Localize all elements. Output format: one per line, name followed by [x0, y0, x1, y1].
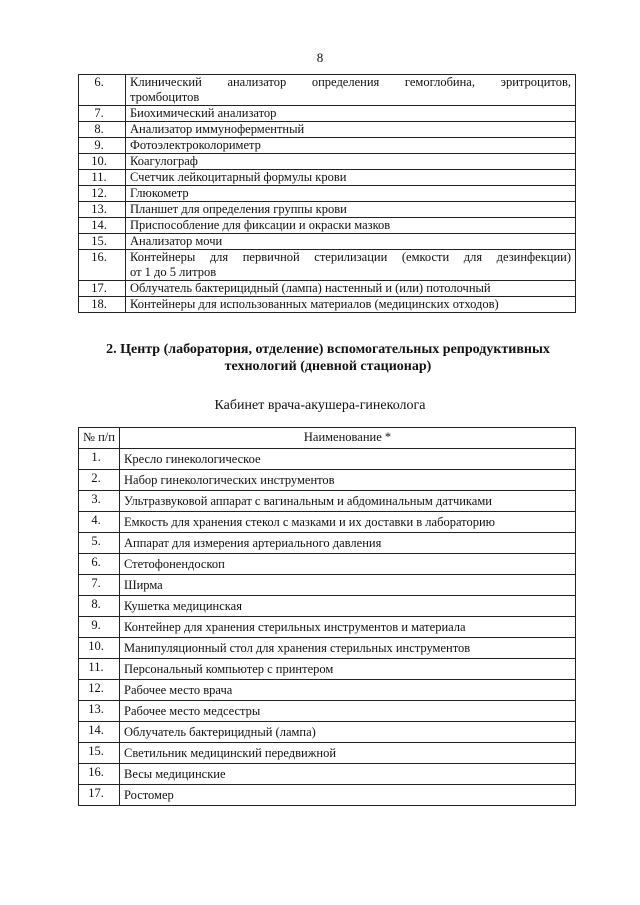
- table-row: [79, 170, 576, 186]
- row-name: Коагулограф: [126, 154, 576, 170]
- row-name: Светильник медицинский передвижной: [120, 743, 576, 764]
- row-name: Весы медицинские: [120, 764, 576, 785]
- row-name: Облучатель бактерицидный (лампа) настенный и (или) потолочный: [126, 281, 576, 297]
- row-number: 13.: [79, 701, 120, 722]
- table-row: [79, 470, 576, 491]
- cabinet-title: Кабинет врача-акушера-гинеколога: [214, 398, 426, 413]
- column-header-number: № п/п: [79, 428, 120, 449]
- row-number: 10.: [79, 638, 120, 659]
- section-heading-line1: 2. Центр (лаборатория, отделение) вспомогательных репродуктивных: [106, 342, 550, 357]
- table-row: [79, 122, 576, 138]
- table-row: [79, 533, 576, 554]
- row-number: 11.: [79, 170, 126, 186]
- row-name: Глюкометр: [126, 186, 576, 202]
- row-number: 9.: [79, 617, 120, 638]
- row-number: 13.: [79, 202, 126, 218]
- table-row: [79, 722, 576, 743]
- table-row: [79, 449, 576, 470]
- row-name: Анализатор мочи: [126, 234, 576, 250]
- table-row: [79, 512, 576, 533]
- row-number: 16.: [79, 764, 120, 785]
- table-row: [79, 596, 576, 617]
- table-row: [79, 202, 576, 218]
- row-name: Рабочее место врача: [120, 680, 576, 701]
- table-row: [79, 138, 576, 154]
- page-number: 8: [316, 50, 324, 65]
- row-name: Приспособление для фиксации и окраски мазков: [126, 218, 576, 234]
- row-name: Рабочее место медсестры: [120, 701, 576, 722]
- row-number: 15.: [79, 234, 126, 250]
- row-name: Ширма: [120, 575, 576, 596]
- row-name: [126, 75, 576, 106]
- table-row: [79, 186, 576, 202]
- row-name: [126, 250, 576, 281]
- row-name: Анализатор иммуноферментный: [126, 122, 576, 138]
- row-name: Аппарат для измерения артериального давления: [120, 533, 576, 554]
- row-name: Контейнеры для использованных материалов (медицинских отходов): [126, 297, 576, 313]
- row-number: 15.: [79, 743, 120, 764]
- row-number: 1.: [79, 449, 120, 470]
- row-name: Набор гинекологических инструментов: [120, 470, 576, 491]
- row-number: 14.: [79, 722, 120, 743]
- row-name: Контейнер для хранения стерильных инструментов и материала: [120, 617, 576, 638]
- row-name-line1: Клинический анализатор определения гемоглобина, эритроцитов,: [130, 75, 571, 89]
- table-row: [79, 297, 576, 313]
- row-name: Манипуляционный стол для хранения стерильных инструментов: [120, 638, 576, 659]
- row-number: 7.: [79, 575, 120, 596]
- row-name: Планшет для определения группы крови: [126, 202, 576, 218]
- table-row: [79, 554, 576, 575]
- table-row: [79, 281, 576, 297]
- row-number: 6.: [79, 554, 120, 575]
- row-number: 9.: [79, 138, 126, 154]
- section-heading: [76, 341, 580, 375]
- table-row: [79, 154, 576, 170]
- row-name: Биохимический анализатор: [126, 106, 576, 122]
- row-number: 12.: [79, 680, 120, 701]
- table-row: [79, 575, 576, 596]
- row-name: Стетофонендоскоп: [120, 554, 576, 575]
- section-heading-line2: технологий (дневной стационар): [224, 359, 432, 374]
- table-row: [79, 638, 576, 659]
- row-number: 10.: [79, 154, 126, 170]
- row-name: Счетчик лейкоцитарный формулы крови: [126, 170, 576, 186]
- row-number: 5.: [79, 533, 120, 554]
- row-name: Ультразвуковой аппарат с вагинальным и абдоминальным датчиками: [120, 491, 576, 512]
- table-row: [79, 785, 576, 806]
- row-number: 18.: [79, 297, 126, 313]
- row-number: 6.: [79, 75, 126, 106]
- row-number: 8.: [79, 122, 126, 138]
- row-number: 8.: [79, 596, 120, 617]
- row-name: Фотоэлектроколориметр: [126, 138, 576, 154]
- row-name: Емкость для хранения стекол с мазками и их доставки в лабораторию: [120, 512, 576, 533]
- row-name: Ростомер: [120, 785, 576, 806]
- table-row: [79, 75, 576, 106]
- row-name-line2: тромбоцитов: [130, 90, 200, 104]
- row-number: 14.: [79, 218, 126, 234]
- row-name: Кушетка медицинская: [120, 596, 576, 617]
- table-row: [79, 743, 576, 764]
- table-row: [79, 680, 576, 701]
- row-name: Облучатель бактерицидный (лампа): [120, 722, 576, 743]
- equipment-table-continued: [78, 74, 576, 313]
- table-row: [79, 491, 576, 512]
- table-row: [79, 250, 576, 281]
- row-number: 2.: [79, 470, 120, 491]
- column-header-name: Наименование *: [120, 428, 576, 449]
- row-number: 4.: [79, 512, 120, 533]
- row-number: 7.: [79, 106, 126, 122]
- row-name-line1: Контейнеры для первичной стерилизации (емкости для дезинфекции): [130, 250, 571, 264]
- row-number: 16.: [79, 250, 126, 281]
- row-name: Персональный компьютер с принтером: [120, 659, 576, 680]
- cabinet-equipment-table: [78, 427, 576, 806]
- table-row: [79, 234, 576, 250]
- table-header-row: [79, 428, 576, 449]
- row-number: 17.: [79, 281, 126, 297]
- row-number: 17.: [79, 785, 120, 806]
- table-row: [79, 617, 576, 638]
- row-name-line2: от 1 до 5 литров: [130, 265, 217, 279]
- table-row: [79, 218, 576, 234]
- table-row: [79, 701, 576, 722]
- table-row: [79, 659, 576, 680]
- row-number: 3.: [79, 491, 120, 512]
- table-row: [79, 106, 576, 122]
- row-number: 12.: [79, 186, 126, 202]
- row-name: Кресло гинекологическое: [120, 449, 576, 470]
- table-row: [79, 764, 576, 785]
- row-number: 11.: [79, 659, 120, 680]
